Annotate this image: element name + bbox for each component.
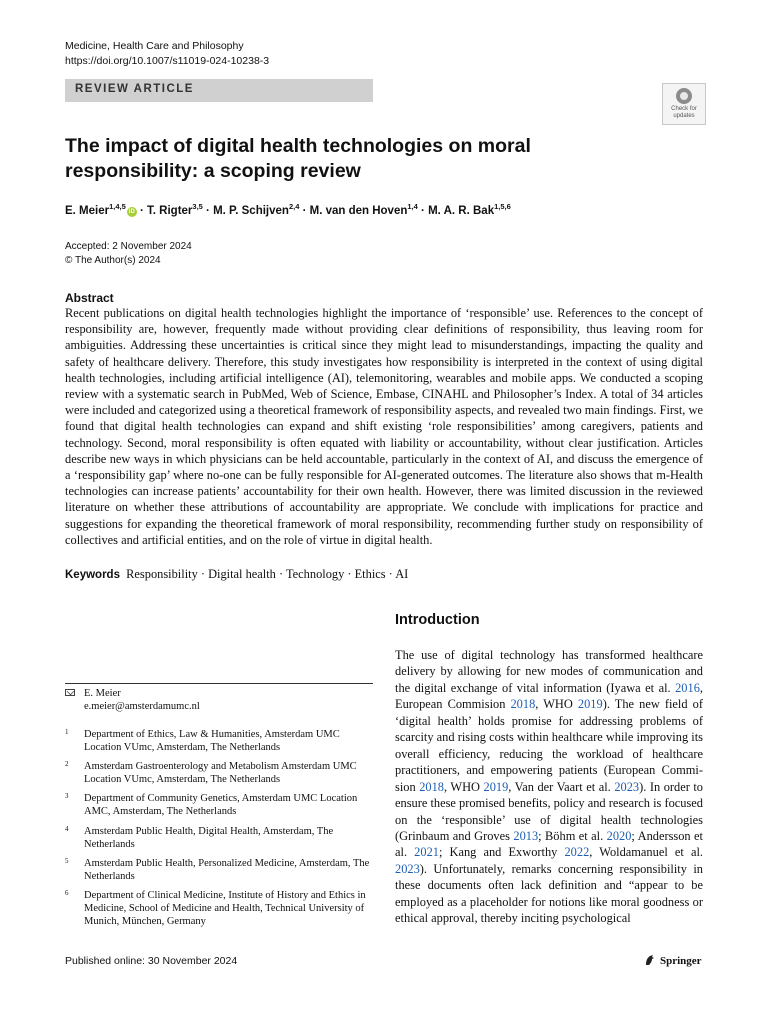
- affiliation-text: Department of Community Genetics, Amsterdam UMC Location AMC, Amsterdam, The Netherlands: [84, 793, 358, 817]
- publisher-logo: [644, 954, 702, 967]
- introduction-text-run: , WHO: [535, 697, 578, 712]
- abstract-text: Recent publications on digital health technologies highlight the importance of ‘responsible’ use. References to the concept of responsibility are, however, frequently made without providing clear definitions of responsibility, thus leaving room for ambiguities. Addressing these uncertainties is critical since they might lead to misunderstandings, impacting the quality and safety of healthcare delivery. Therefore, this study investigates how responsibility is interpreted in the context of using digital health technologies, including artificial intelligence (AI), telemonitoring, wearables and mobile apps. We conducted a scoping review with a systematic search in PubMed, Web of Science, Embase, CINAHL and Philosopher’s Index. A total of 34 articles were included and categorized using a theoretical framework of responsibility aspects, and revealed two main findings. First, we found that digital health technologies can expand and shift existing ‘role responsibilities’ among caregivers, patients and technology. Second, moral responsibility is often equated with liability or accountability, without clear justification. Articles describe new ways in which physicians can be held accountable, particularly in the context of AI, and discuss the emergence of a ‘responsibility gap’ where no-one can be fully responsible for AI-generated outcomes. The literature also shows that m-Health technologies can increase patients’ accountability for their own health. However, there was limited discussion in the reviewed literature on whether these attributions of accountability are appropriate. We conclude with implications for practice and suggestions for expanding the theoretical framework of moral responsibility, recommending further study on responsibility of collectives and artificial entities, and on the role of virtue in digital health.: [65, 306, 703, 547]
- introduction-text-run: , WHO: [443, 779, 484, 794]
- article-title: The impact of digital health technologies on moral responsibility: a scoping review: [65, 135, 531, 182]
- introduction-text-run: ). In order to ensure these promised benefits, policy and research is focused on the ‘responsible’ use of digital health technologies (Grinbaum and Groves: [395, 779, 703, 843]
- citation-link[interactable]: 2021: [414, 845, 439, 860]
- author-affiliation-marks: 1,4,5: [109, 202, 126, 211]
- springer-horse-icon: [644, 954, 656, 966]
- keywords-list: Responsibility · Digital health · Technology · Ethics · AI: [126, 567, 409, 581]
- author-separator: ·: [202, 204, 214, 217]
- author-separator: ·: [299, 204, 310, 217]
- introduction-text-run: The use of digital technology has transformed healthcare delivery by allowing for new modes of communication and the digital exchange of vital information (Iyawa et al.: [395, 648, 703, 695]
- citation-link[interactable]: 2023: [395, 861, 420, 876]
- copyright-notice: © The Author(s) 2024: [65, 255, 161, 266]
- author-separator: ·: [417, 204, 429, 217]
- author-name[interactable]: T. Rigter: [147, 204, 193, 217]
- citation-link[interactable]: 2019: [483, 779, 509, 794]
- affiliation-text: Department of Clinical Medicine, Institute of History and Ethics in Medicine, School of Medicine and Health, Technical University of Munich, München, Germany: [84, 890, 366, 927]
- publisher-name: Springer: [660, 955, 702, 967]
- citation-link[interactable]: 2019: [577, 697, 603, 712]
- affiliation-number: 4: [65, 825, 69, 833]
- citation-link[interactable]: 2018: [510, 697, 536, 712]
- journal-name: Medicine, Health Care and Philosophy: [65, 40, 244, 52]
- article-type-label: REVIEW ARTICLE: [75, 83, 194, 95]
- author-affiliation-marks: 2,4: [288, 202, 300, 211]
- author-name[interactable]: E. Meier: [65, 204, 110, 217]
- check-updates-label: Check for updates: [671, 106, 697, 119]
- author-list: [65, 202, 511, 217]
- keywords-line: [65, 567, 408, 582]
- author-name[interactable]: M. van den Hoven: [309, 204, 408, 217]
- citation-link[interactable]: 2018: [419, 779, 444, 794]
- footnote-divider: [65, 683, 373, 684]
- introduction-heading: Introduction: [395, 612, 480, 628]
- affiliation-text: Amsterdam Gastroenterology and Metabolism Amsterdam UMC Location VUmc, Amsterdam, The Netherlands: [84, 761, 357, 785]
- affiliation-number: 3: [65, 792, 69, 800]
- author-affiliation-marks: 1,5,6: [494, 202, 511, 211]
- affiliation-number: 5: [65, 857, 69, 865]
- introduction-text-run: , Van der Vaart et al.: [508, 779, 615, 794]
- accepted-date: Accepted: 2 November 2024: [65, 241, 192, 252]
- introduction-text-run: , Woldamanuel et al.: [589, 845, 703, 860]
- citation-link[interactable]: 2022: [564, 845, 590, 860]
- author-affiliation-marks: 1,4: [407, 202, 418, 211]
- corresponding-author-name: E. Meier: [84, 688, 121, 699]
- introduction-text-run: ; Böhm et al.: [538, 828, 607, 843]
- author-name[interactable]: M. A. R. Bak: [428, 204, 495, 217]
- citation-link[interactable]: 2020: [606, 828, 632, 843]
- published-date: Published online: 30 November 2024: [65, 955, 238, 967]
- author-separator: ·: [136, 204, 148, 217]
- introduction-text-run: ). Unfortunately, remarks concerning responsibility in these documents often lack definition and “appear to be employed as a placeholder for notions like moral goodness or ethical approval, thereby inciting psychological: [395, 861, 703, 926]
- keywords-label: Keywords: [65, 569, 120, 581]
- check-for-updates-badge[interactable]: [662, 83, 706, 125]
- introduction-text-run: ). The new field of ‘digital health’ holds promise for addressing problems of scarcity and rising costs within healthcare while improving its overall efficiency, reducing the workload of healthcare practitioners, and empowering patients (European Commision: [395, 697, 703, 794]
- author-name[interactable]: M. P. Schijven: [213, 204, 289, 217]
- corresponding-author-email[interactable]: e.meier@amsterdamumc.nl: [84, 701, 200, 712]
- article-type-banner: [65, 79, 373, 102]
- citation-link[interactable]: 2013: [513, 828, 539, 843]
- author-affiliation-marks: 3,5: [192, 202, 203, 211]
- affiliation-number: 2: [65, 760, 69, 768]
- affiliation-number: 6: [65, 889, 69, 897]
- introduction-text-run: ; Andersson et al.: [395, 828, 704, 860]
- introduction-text-run: ; Kang and Exworthy: [438, 845, 565, 860]
- affiliation-text: Amsterdam Public Health, Digital Health, Amsterdam, The Netherlands: [84, 826, 334, 850]
- envelope-icon: [65, 689, 75, 696]
- introduction-text-run: , European Commision: [395, 680, 703, 712]
- introduction-text: [395, 647, 703, 927]
- affiliation-text: Department of Ethics, Law & Humanities, Amsterdam UMC Location VUmc, Amsterdam, The Netherlands: [84, 729, 340, 753]
- orcid-icon[interactable]: iD: [128, 208, 135, 215]
- abstract-heading: Abstract: [65, 291, 114, 305]
- citation-link[interactable]: 2023: [614, 779, 640, 794]
- affiliation-number: 1: [65, 728, 69, 736]
- citation-link[interactable]: 2016: [675, 680, 700, 695]
- affiliation-text: Amsterdam Public Health, Personalized Medicine, Amsterdam, The Netherlands: [84, 858, 370, 882]
- check-updates-icon: [676, 88, 692, 104]
- doi-link[interactable]: https://doi.org/10.1007/s11019-024-10238-3: [65, 55, 270, 67]
